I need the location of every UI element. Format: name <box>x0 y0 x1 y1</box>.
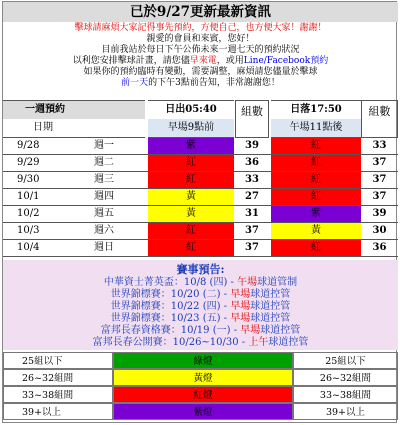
legend-light: 紅燈 <box>113 386 293 403</box>
weekday-cell: 週四 <box>94 191 114 202</box>
pm-status-cell: 紅 <box>271 189 361 205</box>
am-groups-cell: 39 <box>245 140 259 151</box>
event-session: 上午 <box>248 337 269 348</box>
pm-groups-cell: 30 <box>372 225 387 236</box>
am-groups-cell: 31 <box>245 208 259 219</box>
event-text: 世界錦標賽：10/23 (五) - <box>110 313 231 324</box>
table-row <box>3 223 398 240</box>
table-row <box>3 206 398 223</box>
legend-range-right: 26~32組間 <box>293 369 398 386</box>
am-groups-cell: 27 <box>245 191 259 202</box>
table-row <box>3 155 398 172</box>
event-control: 球道控管 <box>268 337 309 348</box>
weekday-cell: 週三 <box>94 174 114 185</box>
event-item <box>3 301 398 313</box>
event-item <box>3 337 398 349</box>
event-control: 球道管制 <box>257 277 298 288</box>
weekday-cell: 週五 <box>94 208 114 219</box>
weekday-cell: 週二 <box>94 157 114 168</box>
pm-groups-cell: 37 <box>372 191 387 202</box>
afternoon-session-label: 午場11點後 <box>271 119 361 138</box>
week-booking-label: 一週預約 <box>3 100 145 119</box>
event-item <box>3 325 398 337</box>
am-groups-cell: 37 <box>245 242 259 253</box>
date-cell: 10/2 <box>17 208 40 219</box>
legend-range-left: 25組以下 <box>3 352 113 369</box>
event-item <box>3 313 398 325</box>
legend-light: 黃燈 <box>113 369 293 386</box>
am-status-cell: 紅 <box>148 240 234 256</box>
legend-row <box>3 386 398 403</box>
event-text: 富邦長春公開賽：10/26~10/30 - <box>92 337 249 348</box>
weekday-cell: 週日 <box>94 242 114 253</box>
notice-panel <box>3 23 398 99</box>
notice-line-facebook: Line/Facebook預約 <box>243 56 329 66</box>
legend-range-right: 25組以下 <box>293 352 398 369</box>
event-control: 球道控管 <box>250 313 291 324</box>
am-status-cell: 紫 <box>148 138 234 154</box>
table-row <box>3 172 398 189</box>
legend-range-right: 33~38組間 <box>293 386 398 403</box>
date-cell: 10/3 <box>17 225 40 236</box>
pm-groups-cell: 37 <box>372 157 387 168</box>
legend-range-left: 33~38組間 <box>3 386 113 403</box>
notice-line-2: 親愛的會員和來賓，您好！ <box>146 34 255 44</box>
table-row <box>3 240 398 257</box>
legend-range-right: 39+以上 <box>293 403 398 420</box>
date-cell: 9/30 <box>17 174 40 185</box>
legend-light: 綠燈 <box>113 352 293 369</box>
legend-range-left: 26~32組間 <box>3 369 113 386</box>
pm-status-cell: 紫 <box>271 206 361 222</box>
am-status-cell: 黃 <box>148 189 234 205</box>
pm-status-cell: 紅 <box>271 172 361 188</box>
table-row <box>3 189 398 206</box>
notice-line-6 <box>3 78 398 89</box>
groups-label-am: 組數 <box>235 100 269 138</box>
legend-range-left: 39+以上 <box>3 403 113 420</box>
am-groups-cell: 33 <box>245 174 259 185</box>
event-session: 早場 <box>230 301 251 312</box>
weekday-cell: 週六 <box>94 225 114 236</box>
legend-row <box>3 352 398 369</box>
notice-line-4a: 以利您安排擊球計畫，請您儘 <box>72 56 190 66</box>
morning-session-label: 早場9點前 <box>148 119 234 138</box>
legend-row <box>3 403 398 420</box>
event-item <box>3 289 398 301</box>
am-status-cell: 紅 <box>148 155 234 171</box>
pm-groups-cell: 33 <box>372 140 387 151</box>
date-column-label: 日期 <box>3 119 145 138</box>
event-text: 世界錦標賽：10/20 (二) - <box>110 289 231 300</box>
groups-label-pm: 組數 <box>361 100 398 138</box>
schedule-header <box>3 100 398 138</box>
am-groups-cell: 36 <box>245 157 259 168</box>
pm-groups-cell: 37 <box>372 174 387 185</box>
pm-status-cell: 紅 <box>271 138 361 154</box>
event-text: 中華資士菁英盃：10/8 (四) - <box>103 277 238 288</box>
am-groups-cell: 37 <box>245 225 259 236</box>
event-control: 球道控管 <box>260 325 301 336</box>
pm-groups-cell: 39 <box>372 208 387 219</box>
date-cell: 10/4 <box>17 242 40 253</box>
pm-status-cell: 紅 <box>271 240 361 256</box>
notice-line-4c: ，或用 <box>216 56 244 66</box>
event-session: 午場 <box>237 277 258 288</box>
notice-line-6b: 的下午3點前告知，非常謝謝您！ <box>148 78 280 88</box>
notice-day-before: 前一天 <box>121 78 149 88</box>
sunrise-label: 日出05:40 <box>148 100 234 119</box>
event-session: 早場 <box>240 325 261 336</box>
event-text: 富邦長春資格賽：10/19 (一) - <box>100 325 241 336</box>
page-title: 已於9/27更新最新資訊 <box>3 2 398 22</box>
schedule-board <box>2 1 397 423</box>
am-status-cell: 紅 <box>148 172 234 188</box>
pm-status-cell: 紅 <box>271 155 361 171</box>
sunset-label: 日落17:50 <box>271 100 361 119</box>
pm-status-cell: 黃 <box>271 223 361 239</box>
date-cell: 9/28 <box>17 140 40 151</box>
events-heading: 賽事預告: <box>176 263 225 276</box>
legend-row <box>3 369 398 386</box>
am-status-cell: 黃 <box>148 206 234 222</box>
event-control: 球道控管 <box>250 289 291 300</box>
table-row <box>3 138 398 155</box>
event-control: 球道控管 <box>250 301 291 312</box>
weekday-cell: 週一 <box>94 140 114 151</box>
event-announcements <box>3 260 398 350</box>
notice-line-5: 如果你的預約臨時有變動，需要調整，麻煩請您儘量於擊球 <box>83 67 318 77</box>
event-item <box>3 277 398 289</box>
pm-groups-cell: 36 <box>372 242 387 253</box>
event-session: 早場 <box>230 289 251 300</box>
am-status-cell: 紅 <box>148 223 234 239</box>
event-session: 早場 <box>230 313 251 324</box>
notice-call-early: 早來電 <box>189 56 217 66</box>
date-cell: 9/29 <box>17 157 40 168</box>
notice-line-4 <box>3 56 398 67</box>
date-cell: 10/1 <box>17 191 40 202</box>
event-text: 世界錦標賽：10/22 (四) - <box>110 301 231 312</box>
notice-line-1: 擊球請麻煩大家記得事先預約，方便自己，也方便大家！謝謝！ <box>74 23 327 33</box>
legend-light: 紫燈 <box>113 403 293 420</box>
notice-line-3: 目前我站於每日下午公佈未來一週七天的預約狀況 <box>101 45 300 55</box>
